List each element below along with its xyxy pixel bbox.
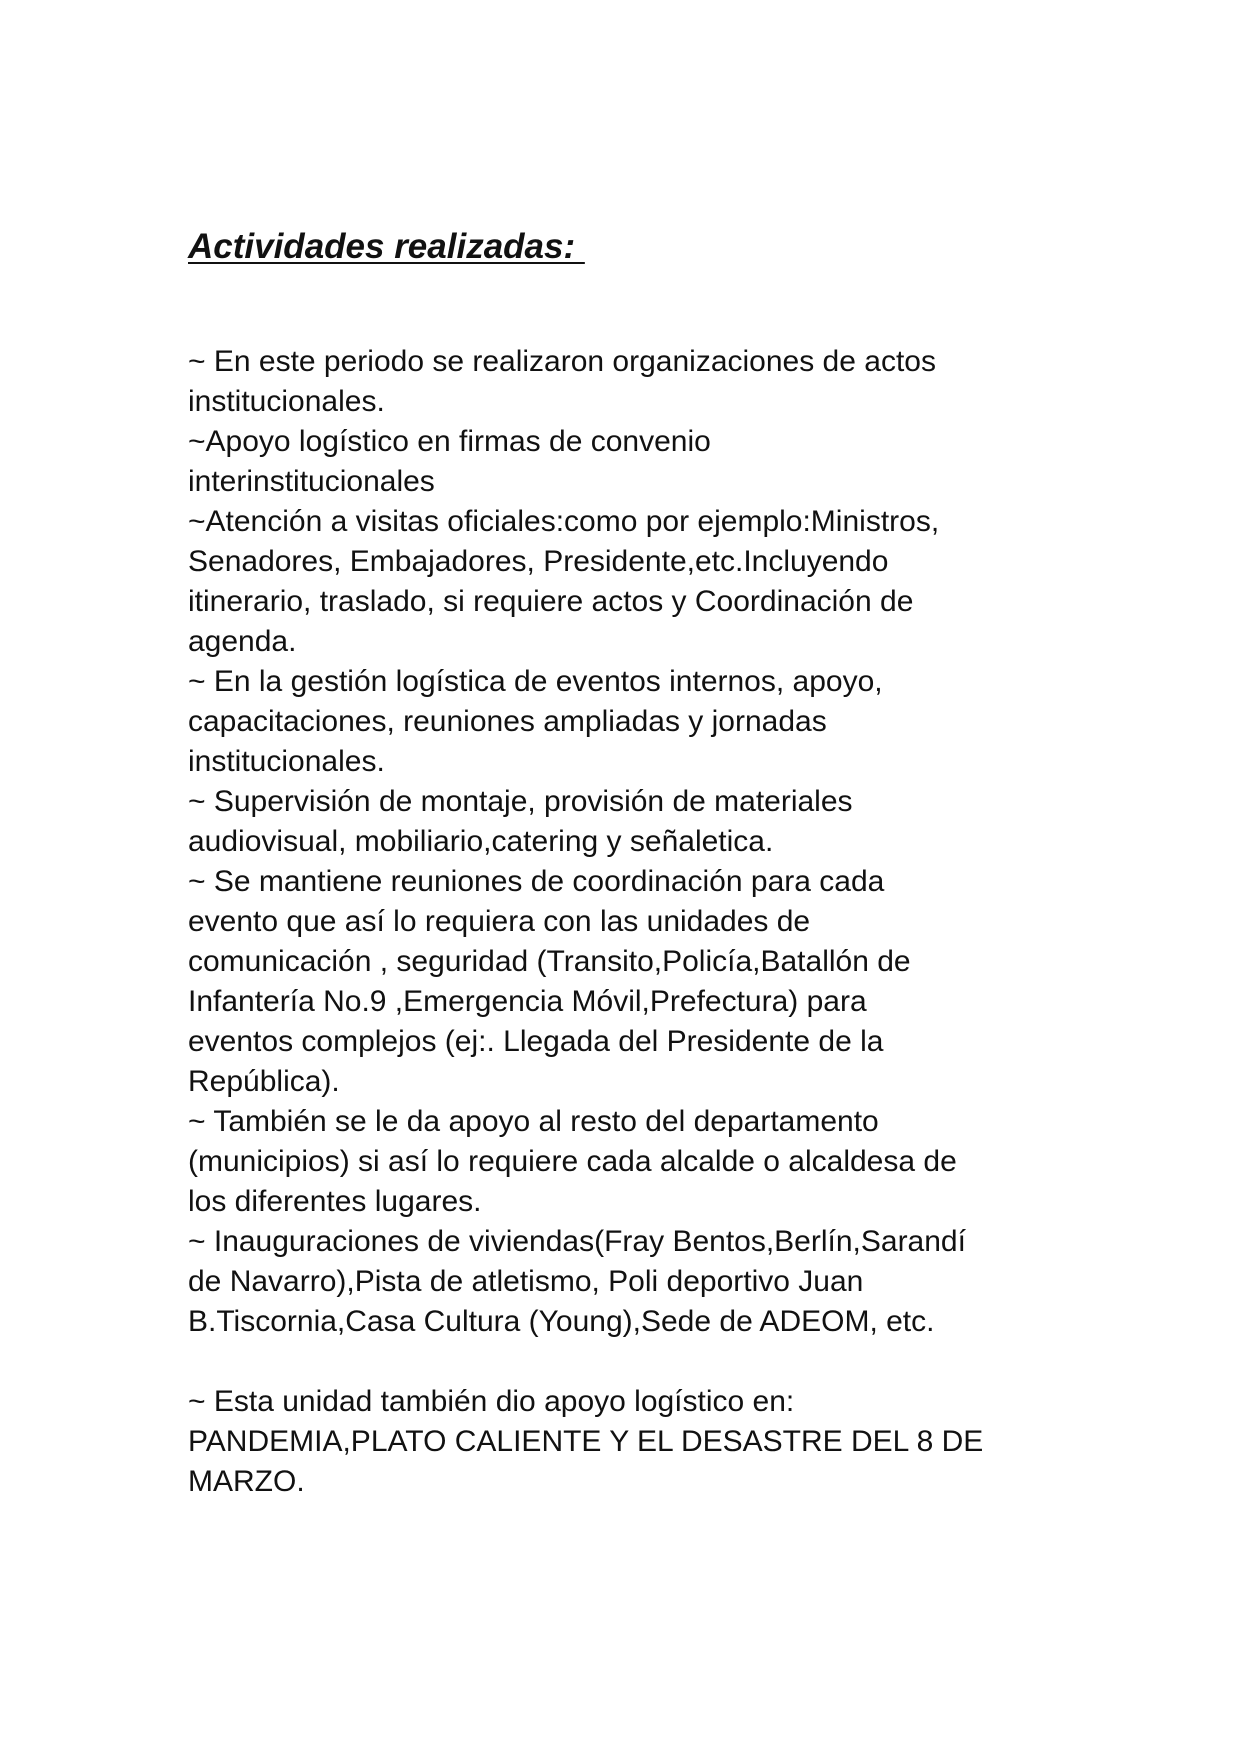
activity-item-apoyo-municipios: ~ También se le da apoyo al resto del departamento (municipios) si así lo requiere cada alcalde o alcaldesa de los diferentes lugares. (188, 1105, 957, 1218)
activity-item-supervision-montaje: ~ Supervisión de montaje, provisión de materiales audiovisual, mobiliario,catering y señaletica. (188, 785, 853, 858)
activity-item-visitas-oficiales: ~Atención a visitas oficiales:como por ejemplo:Ministros, Senadores, Embajadores, Presidente,etc.Incluyendo itinerario, traslado, si requiere actos y Coordinación de agenda. (188, 505, 940, 658)
activity-item-reuniones-coordinacion: ~ Se mantiene reuniones de coordinación para cada evento que así lo requiera con las unidades de comunicación , seguridad (Transito,Policía,Batallón de Infantería No.9 ,Emergencia Móvil,Prefectura) para eventos complejos (ej:. Llegada del Presidente de la República). (188, 865, 911, 1098)
activity-item-apoyo-emergencias: ~ Esta unidad también dio apoyo logístico en: PANDEMIA,PLATO CALIENTE Y EL DESASTRE DEL 8 DE MARZO. (188, 1385, 984, 1498)
document-content (188, 226, 1068, 1502)
activity-item-organizaciones: ~ En este periodo se realizaron organizaciones de actos institucionales. (188, 345, 936, 418)
activity-item-eventos-internos: ~ En la gestión logística de eventos internos, apoyo, capacitaciones, reuniones ampliadas y jornadas institucionales. (188, 665, 883, 778)
page-title: Actividades realizadas: (188, 227, 585, 266)
activities-list (188, 342, 1068, 1502)
activity-item-convenios: ~Apoyo logístico en firmas de convenio interinstitucionales (188, 425, 711, 498)
activity-item-inauguraciones: ~ Inauguraciones de viviendas(Fray Bentos,Berlín,Sarandí de Navarro),Pista de atletismo, Poli deportivo Juan B.Tiscornia,Casa Cultura (Young),Sede de ADEOM, etc. (188, 1225, 966, 1338)
